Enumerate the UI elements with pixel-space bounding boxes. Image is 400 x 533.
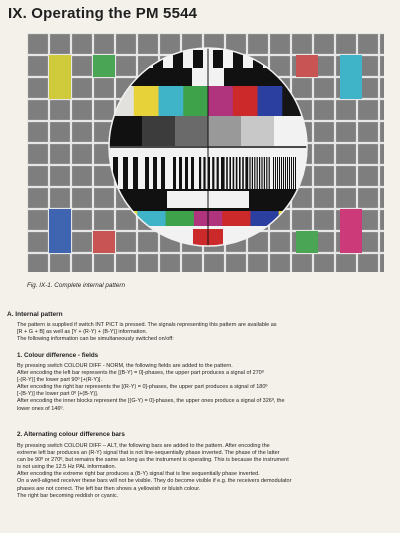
grating-line: [293, 157, 294, 189]
colour-bar: [208, 86, 233, 116]
grating-line: [254, 157, 255, 189]
body-line: After encoding the right bar represents the [(R-Y) = 0]-phases, the upper part produces a signal of 180º: [17, 384, 268, 391]
body-line: After encoding the left bar represents the [(B-Y) = 0]-phases, the upper part produces a signal of 270º: [17, 370, 264, 377]
grating-line: [283, 157, 284, 189]
grating-line: [259, 157, 260, 189]
grating-line: [233, 157, 235, 189]
grating-line: [173, 157, 176, 189]
test-pattern-image: [27, 33, 384, 272]
section-heading: A. Internal pattern: [7, 311, 63, 318]
grating-line: [257, 157, 258, 189]
grating-line: [226, 157, 228, 189]
body-line: is not using the 12.5 Hz PAL information.: [17, 464, 117, 471]
grey-step: [241, 116, 275, 146]
body-line: On a well-aligned receiver these bars will not be visible. They do become visible if e.g. the receivers demodulator: [17, 478, 292, 485]
grating-line: [289, 157, 290, 189]
subsection-1-body: [17, 363, 389, 413]
subsection-heading-1: 1. Colour difference - fields: [17, 352, 99, 359]
intro-line: The following information can be simultaneously switched on/off:: [17, 336, 174, 343]
grating-line: [133, 157, 138, 189]
grating-line: [191, 157, 194, 189]
body-line: can be 90º or 270º, but remains the same as long as the instrument is operating. This is because the instrument: [17, 457, 289, 464]
castellation-block: [193, 50, 203, 68]
grating-line: [161, 157, 165, 189]
subsection-2-body: [17, 443, 389, 500]
grating-line: [287, 157, 288, 189]
page-title: IX. Operating the PM 5544: [8, 5, 198, 22]
grating-line: [185, 157, 188, 189]
subsection-heading-2: 2. Alternating colour difference bars: [17, 431, 125, 438]
grating-line: [275, 157, 276, 189]
grating-line: [199, 157, 201, 189]
grating-line: [239, 157, 241, 189]
grating-line: [229, 157, 231, 189]
grating-line: [281, 157, 282, 189]
grating-line: [252, 157, 253, 189]
colour-bar: [159, 86, 184, 116]
grating-line: [236, 157, 238, 189]
body-line: phases are not correct. The left bar then shows a yellowish or bluish colour.: [17, 485, 201, 492]
grating-line: [242, 157, 244, 189]
grating-line: [279, 157, 280, 189]
grating-line: [203, 157, 205, 189]
grating-line: [223, 157, 225, 189]
grating-line: [249, 157, 250, 189]
lower-colour-bar: [166, 211, 195, 226]
grating-line: [247, 157, 248, 189]
body-line: [-(B-Y)] the lower part 0º [+(B-Y)].: [17, 391, 99, 398]
body-line: The right bar becoming reddish or cyanic.: [17, 492, 119, 499]
grating-line: [291, 157, 292, 189]
grating-line: [269, 157, 270, 189]
body-line: After encoding the inner blocks represent the [(G-Y) = 0]-phases, the upper ones produce a signal of 326º, the: [17, 398, 285, 405]
intro-line: The pattern is supplied if switch INT PICT is pressed. The signals representing this pattern are available as: [17, 322, 277, 328]
grating-line: [145, 157, 149, 189]
grating-line: [264, 157, 265, 189]
body-line: extreme left bar produces an (R-Y) signal that is not line-sequentially phase inverted. The phase of the latter: [17, 450, 280, 457]
grating-line: [153, 157, 157, 189]
grey-step: [274, 116, 308, 146]
test-pattern-figure: [27, 33, 384, 272]
intro-line: [R + G + B] as well as [Y + (R-Y) + (B-Y)] information.: [17, 329, 148, 336]
grating-line: [266, 157, 267, 189]
grey-step: [142, 116, 176, 146]
figure-caption: Fig. IX-1. Complete internal pattern: [27, 282, 125, 289]
grating-line: [285, 157, 286, 189]
grey-step: [175, 116, 209, 146]
castellation-block: [213, 50, 223, 68]
body-line: By pressing switch COLOUR DIFF - NORM, the following fields are added to the pattern.: [17, 363, 233, 369]
body-line: [-(R-Y)] the lower part 90º [+(R-Y)].: [17, 377, 102, 384]
grating-line: [261, 157, 262, 189]
body-line: After encoding the extreme right bar produces a (B-Y) signal that is line sequentially phase inverted.: [17, 471, 260, 478]
colour-bar: [134, 86, 159, 116]
colour-bar: [258, 86, 283, 116]
grating-line: [277, 157, 278, 189]
body-line: By pressing switch COLOUR DIFF – ALT, the following bars are added to the pattern. After encoding the: [17, 443, 270, 449]
colour-bar: [183, 86, 208, 116]
grating-line: [217, 157, 219, 189]
grating-line: [221, 157, 223, 189]
grating-line: [179, 157, 182, 189]
colour-bar: [233, 86, 258, 116]
grating-line: [212, 157, 214, 189]
grating-line: [245, 157, 247, 189]
lower-colour-bar: [222, 211, 251, 226]
body-line: lower ones of 146º.: [17, 405, 64, 412]
intro-paragraph: [17, 322, 389, 343]
grating-line: [123, 157, 128, 189]
grating-line: [273, 157, 274, 189]
grey-step: [109, 116, 143, 146]
grating-line: [295, 157, 296, 189]
grey-step: [208, 116, 242, 146]
